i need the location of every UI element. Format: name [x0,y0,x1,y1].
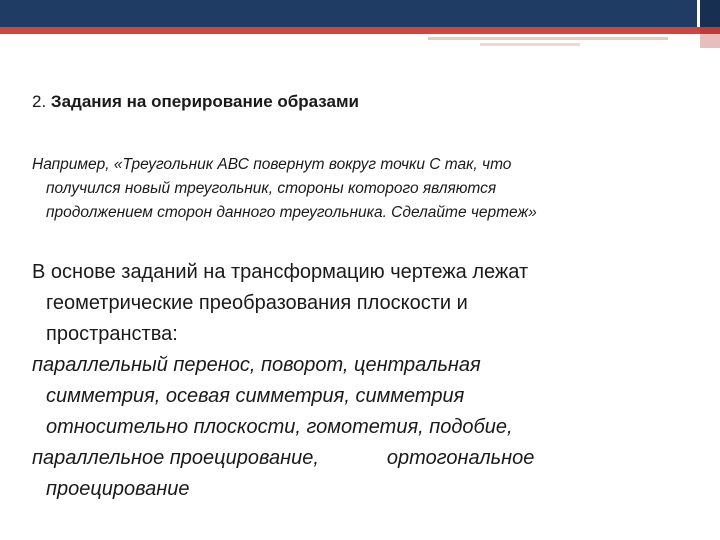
transformations-line: проецирование [46,478,190,500]
body-line: геометрические преобразования плоскости и [46,292,468,314]
header-band-red-corner [700,27,720,34]
example-line: получился новый треугольник, стороны которого являются [46,180,497,197]
header-band-navy-corner [700,0,720,27]
header-band-red [0,27,700,34]
transformations-text-left: параллельное проецирование, [32,447,319,469]
heading-number: 2. [32,92,47,111]
example-paragraph [32,153,692,225]
body-line: В основе заданий на трансформацию чертежа лежат [32,261,529,283]
heading-title: Задания на оперирование образами [50,92,360,111]
slide-heading [32,91,359,113]
transformations-line: параллельный перенос, поворот, центральная [32,354,481,376]
body-line: пространства: [46,323,178,345]
transformations-line-split [32,443,702,474]
header-accent-line-short [480,43,580,46]
header-accent-line [428,37,668,40]
transformations-line: симметрия, осевая симметрия, симметрия [46,385,465,407]
header-band-navy [0,0,720,27]
example-line: Например, «Треугольник АВС повернут вокруг точки С так, что [32,156,512,173]
header-accent-block [700,34,720,48]
transformations-line: относительно плоскости, гомотетия, подобие, [46,416,513,438]
transformations-text-right: ортогональное [386,447,535,469]
example-line: продолжением сторон данного треугольника. Сделайте чертеж» [46,204,537,221]
body-paragraph [32,257,702,505]
